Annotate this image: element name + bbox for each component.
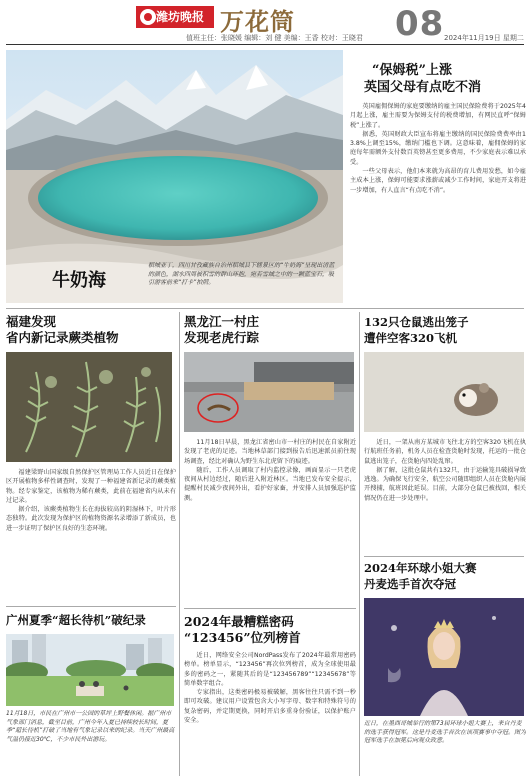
article-subtitle: 省内新记录蕨类植物 [6,330,119,345]
article-title: 福建发现 [6,314,57,329]
divider [359,312,360,776]
divider [179,312,180,776]
issue-date: 2024年11月19日 星期二 [444,34,524,42]
header-divider [6,44,524,45]
article-subtitle: “123456”位列榜首 [184,630,301,645]
park-photo [6,634,174,706]
lead-photo-label: 牛奶海 [52,270,106,291]
section-title: 万花筒 [220,7,295,36]
article-body: 近日，网络安全公司NordPass发布了2024年最常用密码榜单。榜单显示，“123456”再次位列榜首，成为全球使用最多的密码之一，紧随其后的是“123456789”“12345678”等简单数字组合。 专家指出，这类密码极易被破解，黑客往往只需不到一秒即可攻破。建议用户设置包含大小写字母、数字和特殊符号的复杂密码，并定期更换，同时开启多重身份验证，以保护账户安全。 [184,652,356,725]
article-fern [6,314,176,604]
article-tiger [184,314,356,604]
article-babysitter-tax [350,62,526,318]
divider [6,308,524,309]
divider [6,606,176,607]
logo-emblem-icon [140,9,156,25]
miss-universe-photo [364,598,524,716]
miss-universe-caption: 近日，在墨西哥城举行的第73届环球小姐大赛上，来自丹麦的选手获得冠军。这是丹麦选手首次在该项赛事中夺冠。图为冠军选手在加冕后向观众致意。 [364,720,526,744]
divider [184,608,356,609]
editor-credits: 值班主任：张晓媛 编辑：刘 健 美编：王香 校对：王晓君 [186,34,363,42]
article-body: 11月18日早晨，黑龙江省密山市一村庄的村民在自家附近发现了老虎的足迹。当地林草部门接到报告后迅速派员前往现场调查，经比对确认为野生东北虎留下的痕迹。 随后，工作人员调取了村内监控录像，画面显示一只老虎夜间从村边经过，随后进入附近林区。当地已发布安全提示，提醒村民减少夜间外出，看护好家畜，并安排人员加强巡护监测。 [184,439,356,502]
pageant-winner-illustration [364,598,524,716]
park-caption: 11月18日，市民在广州市一公园的草坪上野餐休闲。据广州市气象部门消息，截至目前，广州今年入夏已持续较长时间，夏季“超长待机”打破了当地有气象记录以来的纪录。当天广州最高气温仍接近30℃，不少市民外出游玩。 [6,710,175,743]
article-body: 福建梁野山国家级自然保护区管理局工作人员近日在保护区开展植物多样性调查时，发现了一种福建省新记录的蕨类植物。经专家鉴定，该植物为稀有蕨类，此前在福建省内从未有过记录。 据介绍，该蕨类植物生长在海拔较高的阴湿林下，叶片形态独特。此次发现为保护区的植物资源名录增添了新成员，也进一步证明了保护区良好的生态环境。 [6,469,176,532]
article-title: “保姆税”上涨 [372,63,452,78]
lead-photo [6,50,343,303]
page-number: 08 [395,4,445,44]
article-title: 2024年环球小姐大赛 [364,561,477,575]
article-body: 近日，一架从南方某城市飞往北方的空客320飞机在执行航班任务前，机务人员在检查货舱时发现，托运的一批仓鼠逃出笼子，在货舱内四处乱窜。 据了解，这批仓鼠共有132只，由于运输笼具破损导致逃逸。为确保飞行安全，航空公司随即组织人员在货舱内展开搜捕，航班因此延误。目前，大部分仓鼠已被找回，相关情况仍在进一步处理中。 [364,439,526,502]
article-body: 英国雇佣保姆的家庭要缴纳的雇主国民保险费将于2025年4月起上涨，雇主需要为保姆支付的税费增加，有网民直呼“保姆税”上涨了。 据悉，英国财政大臣宣布将雇主缴纳的国民保险费费率由13.8%上调至15%，缴纳门槛也下调。这意味着，雇佣保姆的家庭每年需额外支付数百英镑甚至更多费用，不少家庭表示难以承受。 一些父母表示，他们本来就为高昂的育儿费用发愁，如今雇主成本上涨，保姆可能要求涨薪或减少工作时间，家庭开支将进一步增加，有人直言“有点吃不消”。 [350,103,526,194]
hamster-photo [364,352,524,432]
fern-plant-illustration [6,352,172,462]
article-hamsters [364,314,526,554]
fern-photo [6,352,172,462]
newspaper-logo: 潍坊晚报 [136,6,214,28]
park-picnic-illustration [6,634,174,706]
article-subtitle: 英国父母有点吃不消 [364,80,482,95]
article-title: 广州夏季“超长待机”破纪录 [6,613,146,627]
article-password [184,614,356,778]
tiger-photo [184,352,354,432]
article-miss-universe [364,560,526,778]
article-subtitle: 遭伴空客320飞机 [364,331,458,345]
divider [364,556,524,557]
article-subtitle: 丹麦选手首次夺冠 [364,577,456,591]
article-subtitle: 发现老虎行踪 [184,330,260,345]
article-title: 132只仓鼠逃出笼子 [364,315,469,329]
article-title: 2024年最糟糕密码 [184,614,294,629]
lead-caption: 稻城亚丁，四川甘孜藏族自治州稻城县下辖景区的“牛奶海”呈现出清蓝的颜色，湖水四周被积雪的群山环抱，宛若雪域之中的一颗蓝宝石，吸引游客前来“打卡”拍照。 [148,262,335,286]
masthead [0,0,530,46]
village-cctv-illustration [184,352,354,432]
article-guangzhou-summer [6,612,176,778]
article-title: 黑龙江一村庄 [184,314,260,329]
hamster-illustration [364,352,524,432]
